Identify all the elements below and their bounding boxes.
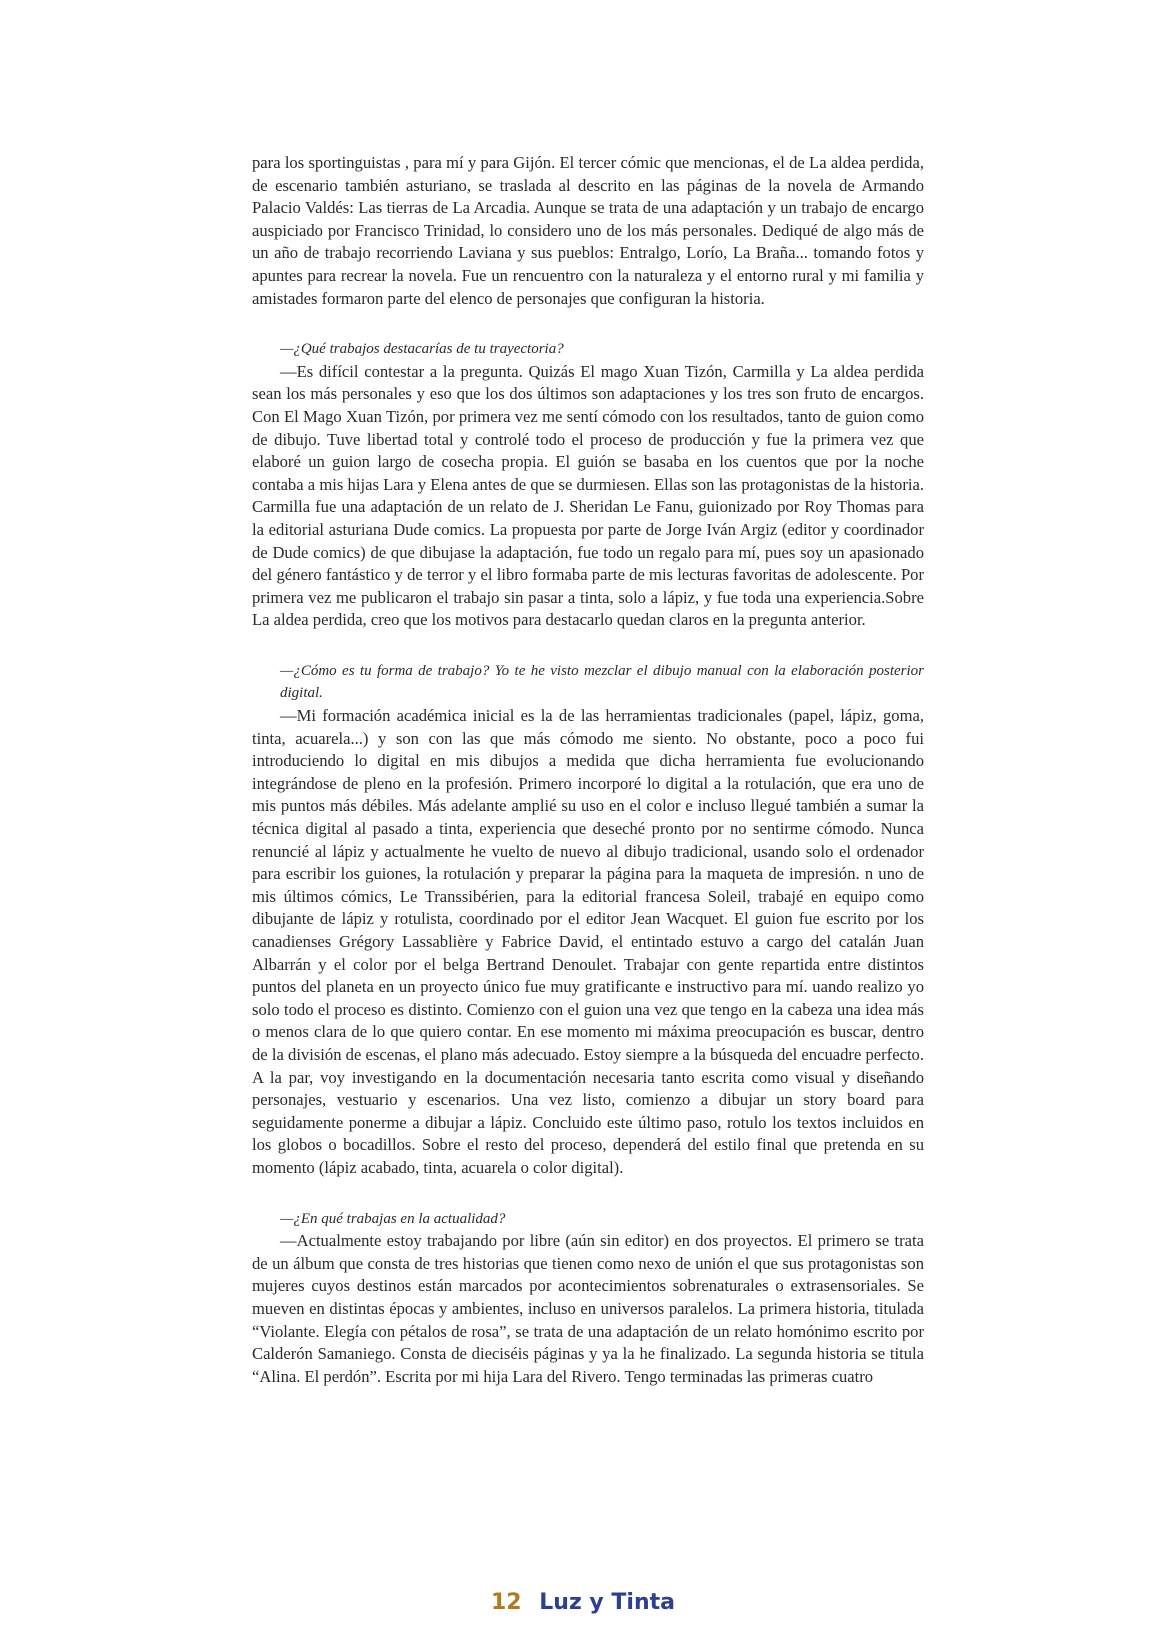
page-footer — [0, 1590, 1166, 1615]
paragraph-gap — [252, 1180, 924, 1208]
article-body — [252, 152, 924, 1388]
answer-2: —Mi formación académica inicial es la de las herramientas tradicionales (papel, lápiz, goma, tinta, acuarela...) y son con las que más cómodo me siento. No obstante, poco a poco fui introduciendo lo digital en mis dibujos a medida que dicha herramienta fue evolucionando integrándose de pleno en la profesión. Primero incorporé lo digital a la rotulación, que era uno de mis puntos más débiles. Más adelante amplié su uso en el color e incluso llegué también a sumar la técnica digital al pasado a tinta, experiencia que deseché pronto por no sentirme cómodo. Nunca renuncié al lápiz y actualmente he vuelto de nuevo al dibujo tradicional, usando solo el ordenador para escribir los guiones, la rotulación y preparar la página para la maqueta de impresión. n uno de mis últimos cómics, Le Transsibérien, para la editorial francesa Soleil, trabajé en equipo como dibujante de lápiz y rotulista, coordinado por el editor Jean Wacquet. El guion fue escrito por los canadienses Grégory Lassablière y Fabrice David, el entintado estuvo a cargo del catalán Juan Albarrán y el color por el belga Bertrand Denoulet. Trabajar con gente repartida entre distintos puntos del planeta en un proyecto único fue muy gratificante e instructivo para mí. uando realizo yo solo todo el proceso es distinto. Comienzo con el guion una vez que tengo en la cabeza una idea más o menos clara de lo que quiero contar. En ese momento mi máxima preocupación es buscar, dentro de la división de escenas, el plano más adecuado. Estoy siempre a la búsqueda del encuadre perfecto. A la par, voy investigando en la documentación necesaria tanto escrita como visual y diseñando personajes, vestuario y escenarios. Una vez listo, comienzo a dibujar un story board para seguidamente ponerme a dibujar a lápiz. Concluido este último paso, rotulo los textos incluidos en los globos o bocadillos. Sobre el resto del proceso, dependerá del estilo final que pretenda en su momento (lápiz acabado, tinta, acuarela o color digital). — [252, 706, 924, 1177]
answer-3: —Actualmente estoy trabajando por libre (aún sin editor) en dos proyectos. El primero se trata de un álbum que consta de tres historias que tienen como nexo de unión el que sus protagonistas son mujeres cuyos destinos están marcados por acontecimientos sobrenaturales o extrasensoriales. Se mueven en distintas épocas y ambientes, incluso en universos paralelos. La primera historia, titulada “Violante. Elegía con pétalos de rosa”, se trata de una adaptación de un relato homónimo escrito por Calderón Samaniego. Consta de dieciséis páginas y ya la he finalizado. La segunda historia se titula “Alina. El perdón”. Escrita por mi hija Lara del Rivero. Tengo terminadas las primeras cuatro — [252, 1231, 924, 1386]
intro-paragraph: para los sportinguistas , para mí y para Gijón. El tercer cómic que mencionas, el de La aldea perdida, de escenario también asturiano, se traslada al descrito en las páginas de la novela de Armando Palacio Valdés: Las tierras de La Arcadia. Aunque se trata de una adaptación y un trabajo de encargo auspiciado por Francisco Trinidad, lo considero uno de los más personales. Dediqué de algo más de un año de trabajo recorriendo Laviana y sus pueblos: Entralgo, Lorío, La Braña... tomando fotos y apuntes para recrear la novela. Fue un rencuentro con la naturaleza y el entorno rural y mi familia y amistades formaron parte del elenco de personajes que configuran la historia. — [252, 153, 924, 308]
paragraph-gap — [252, 310, 924, 338]
paragraph-gap — [252, 632, 924, 660]
answer-1: —Es difícil contestar a la pregunta. Quizás El mago Xuan Tizón, Carmilla y La aldea perdida sean los más personales y eso que los dos últimos son adaptaciones y los tres son fruto de encargos. Con El Mago Xuan Tizón, por primera vez me sentí cómodo con los resultados, tanto de guion como de dibujo. Tuve libertad total y controlé todo el proceso de producción y fue la primera vez que elaboré un guion largo de cosecha propia. El guión se basaba en los cuentos que por la noche contaba a mis hijas Lara y Elena antes de que se durmiesen. Ellas son las protagonistas de la historia. Carmilla fue una adaptación de un relato de J. Sheridan Le Fanu, guionizado por Roy Thomas para la editorial asturiana Dude comics. La propuesta por parte de Jorge Iván Argiz (editor y coordinador de Dude comics) de que dibujase la adaptación, fue todo un regalo para mí, pues soy un apasionado del género fantástico y de terror y el libro formaba parte de mis lecturas favoritas de adolescente. Por primera vez me publicaron el trabajo sin pasar a tinta, solo a lápiz, y fue toda una experiencia.Sobre La aldea perdida, creo que los motivos para destacarlo quedan claros en la pregunta anterior. — [252, 361, 924, 630]
page-number: 12 — [490, 1590, 522, 1615]
question-2: —¿Cómo es tu forma de trabajo? Yo te he visto mezclar el dibujo manual con la elaboración posterior digital. — [280, 662, 924, 702]
magazine-title: Luz y Tinta — [539, 1590, 675, 1615]
question-3: —¿En qué trabajas en la actualidad? — [280, 1210, 506, 1227]
question-1: —¿Qué trabajos destacarías de tu trayectoria? — [280, 341, 564, 358]
